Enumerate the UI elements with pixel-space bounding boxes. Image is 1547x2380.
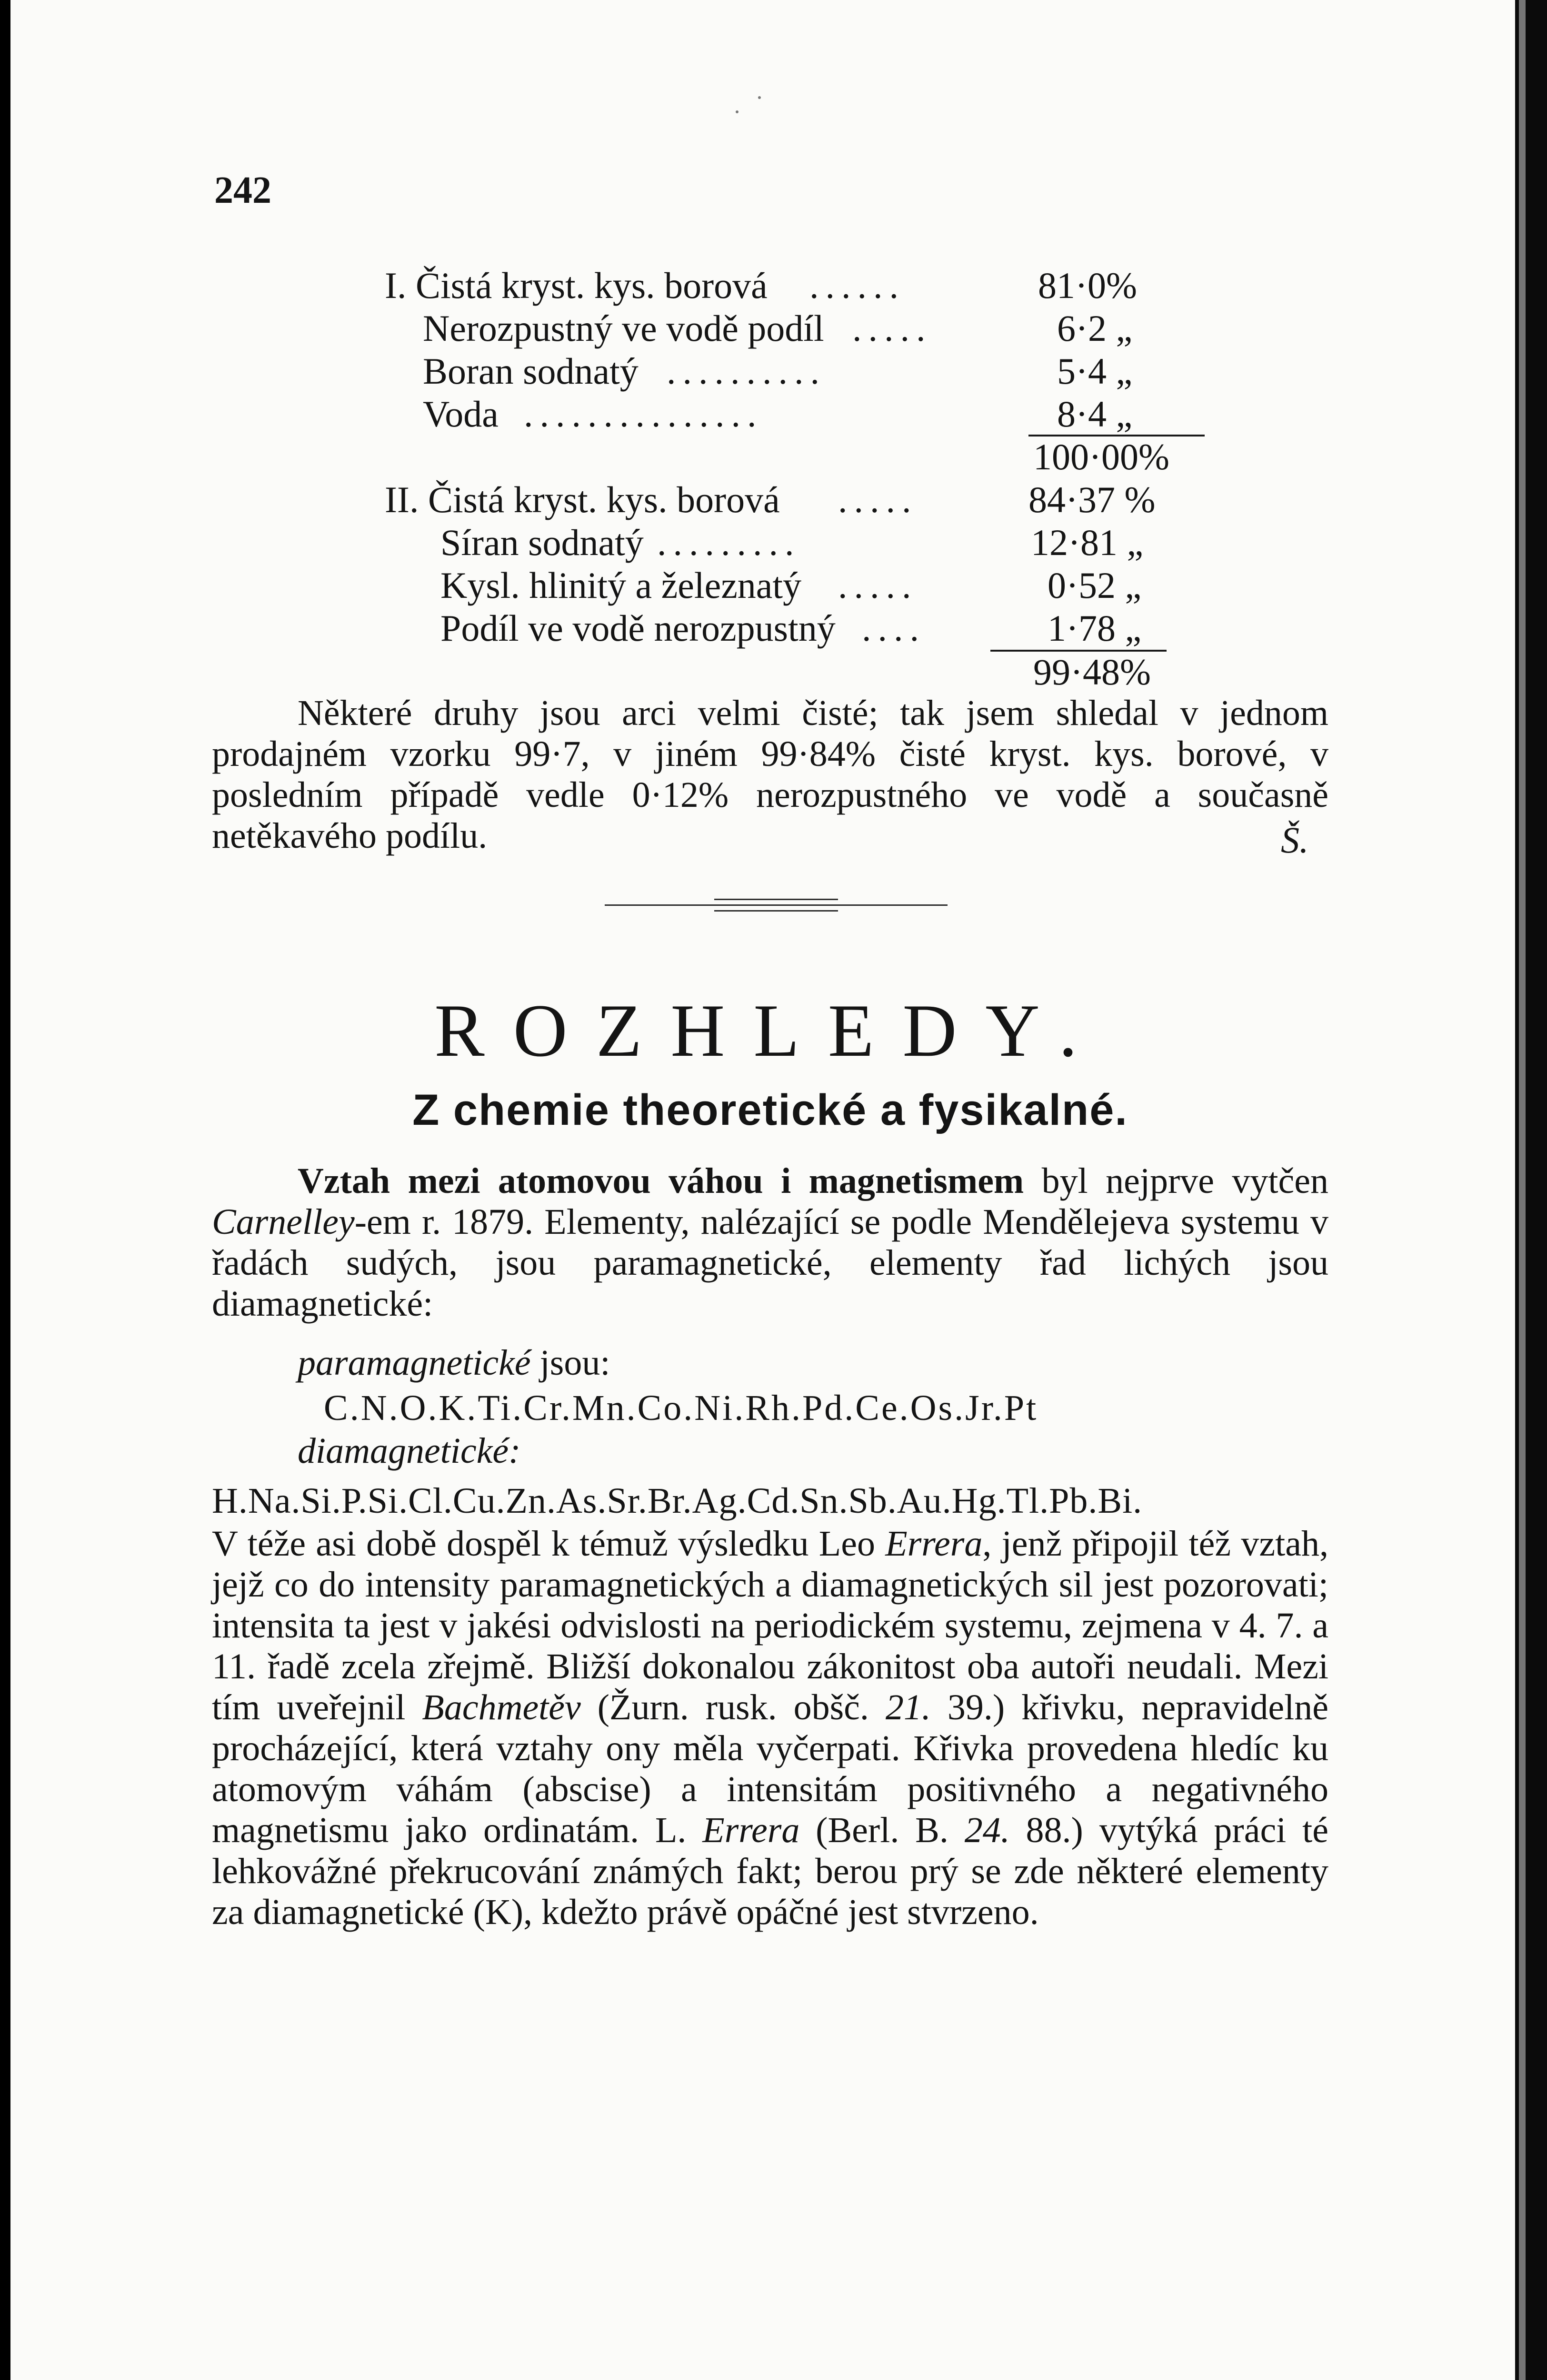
text-run: 39.) křivku, nepravidelně procházející, která vztahy ony měla vyčerpati. Křivka provedena hledíc ku atomovým váhám (abscise) a intensitám positivného a negativného magnetismu jako ordinatám. L. bbox=[212, 1687, 1329, 1850]
row-dots: ...... bbox=[809, 265, 905, 306]
row-value: 5·4 „ bbox=[1057, 350, 1133, 392]
row-value: 84·37 % bbox=[1028, 479, 1156, 520]
row-label: I. Čistá kryst. kys. borová bbox=[385, 265, 768, 306]
speck bbox=[758, 96, 761, 99]
row-dots: ......... bbox=[657, 522, 801, 563]
diamagnetic-label-text: diamagnetické: bbox=[298, 1431, 521, 1471]
volume-number: 24. bbox=[964, 1810, 1010, 1850]
row-dots: .... bbox=[862, 607, 926, 649]
author-name: Bachmetěv bbox=[422, 1687, 581, 1727]
text-run: , jenž připojil též vztah, jejž co do intensity paramagnetických a diamagnetických sil jest pozorovati; intensita ta jest v jakési odvislosti na periodickém systemu, zejmena v 4. 7. a 11. řadě zcela zřejmě. Bližší dokonalou zákonitost oba autoři neudali. Mezi tím uveřejnil bbox=[212, 1524, 1328, 1727]
text-run: byl nejprve vytčen bbox=[1024, 1161, 1328, 1201]
section-divider bbox=[605, 895, 948, 914]
text-run: V téže asi době dospěl k témuž výsledku Leo bbox=[212, 1524, 886, 1564]
row-label: Podíl ve vodě nerozpustný bbox=[440, 607, 836, 649]
row-value: 1·78 „ bbox=[1048, 607, 1142, 649]
row-dots: ..... bbox=[838, 479, 918, 520]
paramagnetic-label: paramagnetické bbox=[298, 1343, 531, 1383]
author-name: Errera bbox=[885, 1524, 983, 1564]
page-number: 242 bbox=[214, 169, 271, 211]
row-dots: ............... bbox=[524, 393, 763, 435]
author-name: Carnelley bbox=[212, 1202, 355, 1242]
row-dots: .......... bbox=[667, 350, 826, 392]
row-label: II. Čistá kryst. kys. borová bbox=[385, 479, 780, 520]
row-label: Voda bbox=[423, 393, 499, 435]
text-run: (Berl. B. bbox=[799, 1810, 965, 1850]
note-text: Některé druhy jsou arci velmi čisté; tak jsem shledal v jednom prodajném vzorku 99·7, v jiném 99·84% čisté kryst. kys. borové, v posledním případě vedle 0·12% nerozpustného ve vodě a současně netěkavého podílu. bbox=[212, 693, 1328, 856]
article-1-body bbox=[212, 1523, 1328, 1933]
article-1-intro bbox=[212, 1160, 1328, 1324]
row-value: 81·0% bbox=[1038, 265, 1137, 306]
row-label: Síran sodnatý bbox=[440, 522, 644, 563]
row-value: 12·81 „ bbox=[1031, 522, 1144, 563]
paramagnetic-label-line bbox=[298, 1342, 610, 1384]
section-title: ROZHLEDY. bbox=[434, 989, 1106, 1072]
row-label: Kysl. hlinitý a železnatý bbox=[440, 565, 802, 606]
text-run: 88.) vytýká práci té lehkovážné překrucování známých fakt; berou prý se zde některé elementy za diamagnetické (K), kdežto právě opáčné jest stvrzeno. bbox=[212, 1810, 1328, 1932]
diamagnetic-elements: H.Na.Si.P.Si.Cl.Cu.Zn.As.Sr.Br.Ag.Cd.Sn.Sb.Au.Hg.Tl.Pb.Bi. bbox=[212, 1481, 1143, 1521]
row-dots: ..... bbox=[838, 565, 918, 606]
row-value: 0·52 „ bbox=[1048, 565, 1142, 606]
row-value: 6·2 „ bbox=[1057, 307, 1133, 349]
row-label: Nerozpustný ve vodě podíl bbox=[423, 307, 824, 349]
article-1-body-text bbox=[212, 1523, 1328, 1933]
section-subtitle: Z chemie theoretické a fysikalné. bbox=[412, 1086, 1128, 1134]
article-1-intro-text bbox=[212, 1160, 1328, 1324]
row-value: 8·4 „ bbox=[1057, 393, 1133, 435]
paramagnetic-elements: C.N.O.K.Ti.Cr.Mn.Co.Ni.Rh.Pd.Ce.Os.Jr.Pt bbox=[324, 1388, 1038, 1428]
diamagnetic-label bbox=[298, 1430, 520, 1472]
article-1-heading: Vztah mezi atomovou váhou i magnetismem bbox=[298, 1161, 1024, 1201]
note-signature: Š. bbox=[1281, 819, 1309, 861]
text-run: -em r. 1879. Elementy, nalézající se podle Mendělejeva systemu v řadách sudých, jsou paramagnetické, elementy řad lichých jsou diamagnetické: bbox=[212, 1202, 1328, 1324]
volume-number: 21. bbox=[885, 1687, 931, 1727]
speck bbox=[736, 110, 739, 113]
table-total: 100·00% bbox=[1033, 436, 1169, 477]
label-suffix: jsou: bbox=[530, 1343, 610, 1383]
note-paragraph bbox=[212, 693, 1328, 856]
row-label: Boran sodnatý bbox=[423, 350, 639, 392]
table-total: 99·48% bbox=[1033, 651, 1151, 693]
row-dots: ..... bbox=[852, 307, 932, 349]
text-run: (Žurn. rusk. obšč. bbox=[580, 1687, 886, 1727]
page-edge-line bbox=[1519, 0, 1526, 2380]
author-name: Errera bbox=[702, 1810, 800, 1850]
